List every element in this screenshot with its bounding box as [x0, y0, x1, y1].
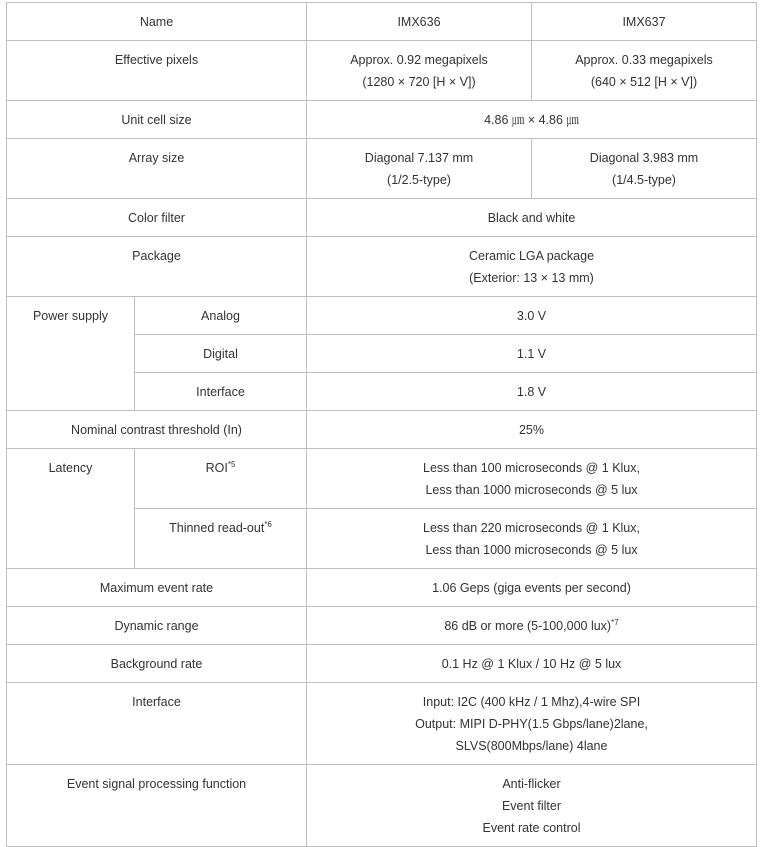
table-row [7, 411, 757, 449]
value-line: Diagonal 7.137 mm [364, 151, 474, 165]
sub-label [135, 449, 307, 509]
row-label: Effective pixels [7, 41, 307, 101]
cell-value [307, 683, 757, 765]
value-line: (1/4.5-type) [612, 173, 676, 187]
table-row [7, 199, 757, 237]
footnote-mark: *5 [227, 460, 236, 469]
table-row [7, 41, 757, 101]
cell-value [532, 41, 757, 101]
value-line: Less than 100 microseconds @ 1 Klux, [423, 461, 640, 475]
table-row [7, 765, 757, 847]
header-imx636: IMX636 [307, 3, 532, 41]
footnote-mark: *6 [264, 520, 272, 529]
row-label: Unit cell size [7, 101, 307, 139]
value-line: Approx. 0.33 megapixels [575, 53, 713, 67]
value-line: Input: I2C (400 kHz / 1 Mhz),4-wire SPI [422, 695, 641, 709]
value-line: Event filter [501, 799, 562, 813]
cell-value: 4.86 ㎛ × 4.86 ㎛ [307, 101, 757, 139]
value-text: 86 dB or more (5-100,000 lux) [444, 619, 612, 633]
cell-value [532, 139, 757, 199]
value-line: Anti-flicker [502, 777, 561, 791]
table-row [7, 449, 757, 509]
cell-value: 1.8 V [307, 373, 757, 411]
value-line: (Exterior: 13 × 13 mm) [469, 271, 594, 285]
cell-value: Black and white [307, 199, 757, 237]
table-row [7, 101, 757, 139]
row-label: Package [7, 237, 307, 297]
value-line: (1280 × 720 [H × V]) [362, 75, 476, 89]
cell-value: 3.0 V [307, 297, 757, 335]
sub-label: Digital [135, 335, 307, 373]
row-label: Maximum event rate [7, 569, 307, 607]
value-line: SLVS(800Mbps/lane) 4lane [455, 739, 608, 753]
row-label: Interface [7, 683, 307, 765]
row-label: Color filter [7, 199, 307, 237]
footnote-mark: *7 [611, 618, 619, 627]
sub-label: Interface [135, 373, 307, 411]
sub-label: Analog [135, 297, 307, 335]
value-line: (1/2.5-type) [387, 173, 451, 187]
value-line: Less than 1000 microseconds @ 5 lux [425, 483, 638, 497]
group-label: Power supply [7, 297, 135, 411]
sub-label-text: Thinned read-out [169, 521, 265, 535]
value-line: Diagonal 3.983 mm [589, 151, 699, 165]
cell-value [307, 449, 757, 509]
table-row [7, 645, 757, 683]
table-row [7, 683, 757, 765]
value-line: Output: MIPI D-PHY(1.5 Gbps/lane)2lane, [415, 717, 648, 731]
header-name: Name [7, 3, 307, 41]
row-label: Array size [7, 139, 307, 199]
cell-value [307, 237, 757, 297]
table-row [7, 139, 757, 199]
cell-value [307, 139, 532, 199]
value-line: Event rate control [482, 821, 581, 835]
spec-table [6, 2, 757, 847]
value-line: Approx. 0.92 megapixels [350, 53, 488, 67]
cell-value: 0.1 Hz @ 1 Klux / 10 Hz @ 5 lux [307, 645, 757, 683]
row-label: Nominal contrast threshold (In) [7, 411, 307, 449]
cell-value: 1.1 V [307, 335, 757, 373]
table-row [7, 237, 757, 297]
cell-value [307, 41, 532, 101]
cell-value [307, 607, 757, 645]
table-row [7, 3, 757, 41]
cell-value [307, 765, 757, 847]
table-row [7, 607, 757, 645]
cell-value [307, 509, 757, 569]
group-label: Latency [7, 449, 135, 569]
table-row [7, 569, 757, 607]
value-line: Less than 1000 microseconds @ 5 lux [425, 543, 638, 557]
row-label: Dynamic range [7, 607, 307, 645]
cell-value: 1.06 Geps (giga events per second) [307, 569, 757, 607]
value-line: (640 × 512 [H × V]) [590, 75, 698, 89]
header-imx637: IMX637 [532, 3, 757, 41]
row-label: Event signal processing function [7, 765, 307, 847]
row-label: Background rate [7, 645, 307, 683]
sub-label-text: ROI [205, 461, 228, 475]
sub-label [135, 509, 307, 569]
table-row [7, 297, 757, 335]
cell-value: 25% [307, 411, 757, 449]
value-line: Less than 220 microseconds @ 1 Klux, [423, 521, 640, 535]
value-line: Ceramic LGA package [468, 249, 595, 263]
